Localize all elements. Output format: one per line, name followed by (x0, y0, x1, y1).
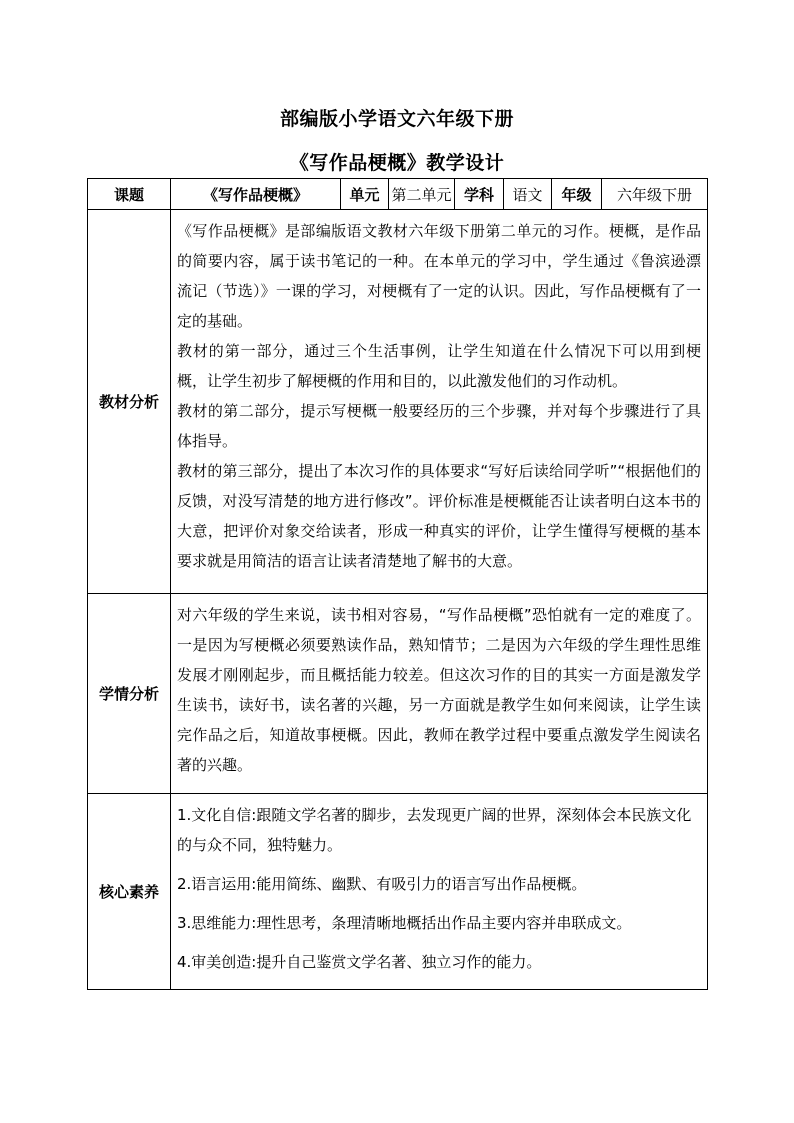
analysis-paragraph: 教材的第一部分，通过三个生活事例，让学生知道在什么情况下可以用到梗概，让学生初步了解梗概的作用和目的，以此激发他们的习作动机。 (177, 342, 701, 390)
label-topic: 课题 (88, 179, 171, 210)
lesson-design-table (87, 178, 708, 990)
label-subject: 学科 (455, 179, 504, 210)
label-student-analysis: 学情分析 (88, 594, 171, 794)
value-topic: 《写作品梗概》 (171, 179, 341, 210)
analysis-paragraph: 教材的第二部分，提示写梗概一般要经历的三个步骤，并对每个步骤进行了具体指导。 (177, 402, 701, 450)
core-item: 1.文化自信:跟随文学名著的脚步，去发现更广阔的世界，深刻体会本民族文化的与众不同，独特魅力。 (177, 806, 692, 854)
row-student-analysis (88, 594, 708, 794)
core-item: 4.审美创造:提升自己鉴赏文学名著、独立习作的能力。 (177, 953, 542, 971)
core-item: 3.思维能力:理性思考，条理清晰地概括出作品主要内容并串联成文。 (177, 914, 632, 932)
value-grade: 六年级下册 (602, 179, 708, 210)
content-core-literacy (171, 794, 708, 990)
document-title: 部编版小学语文六年级下册 (279, 108, 514, 130)
label-grade: 年级 (552, 179, 602, 210)
label-material-analysis: 教材分析 (88, 210, 171, 594)
value-subject: 语文 (504, 179, 552, 210)
header-row (88, 179, 708, 210)
content-student-analysis (171, 594, 708, 794)
content-material-analysis (171, 210, 708, 594)
value-unit: 第二单元 (389, 179, 455, 210)
row-core-literacy (88, 794, 708, 990)
label-core-literacy: 核心素养 (88, 794, 171, 990)
row-material-analysis (88, 210, 708, 594)
student-paragraph: 对六年级的学生来说，读书相对容易，“写作品梗概”恐怕就有一定的难度了。一是因为写梗概必须要熟读作品，熟知情节；二是因为六年级的学生理性思维发展才刚刚起步，而且概括能力较差。但这次习作的目的其实一方面是激发学生读书，读好书，读名著的兴趣，另一方面就是教学生如何来阅读，让学生读完作品之后，知道故事梗概。因此，教师在教学过程中要重点激发学生阅读名著的兴趣。 (177, 606, 701, 774)
analysis-paragraph: 教材的第三部分，提出了本次习作的具体要求“写好后读给同学听”“根据他们的反馈，对没写清楚的地方进行修改”。评价标准是梗概能否让读者明白这本书的大意，把评价对象交给读者，形成一种真实的评价，让学生懂得写梗概的基本要求就是用简洁的语言让读者清楚地了解书的大意。 (177, 462, 701, 570)
document-subtitle: 《写作品梗概》教学设计 (289, 152, 505, 174)
analysis-paragraph: 《写作品梗概》是部编版语文教材六年级下册第二单元的习作。梗概，是作品的简要内容，属于读书笔记的一种。在本单元的学习中，学生通过《鲁滨逊漂流记（节选）》一课的学习，对梗概有了一定的认识。因此，写作品梗概有了一定的基础。 (177, 222, 701, 330)
label-unit: 单元 (341, 179, 389, 210)
core-item: 2.语言运用:能用简练、幽默、有吸引力的语言写出作品梗概。 (177, 875, 587, 893)
